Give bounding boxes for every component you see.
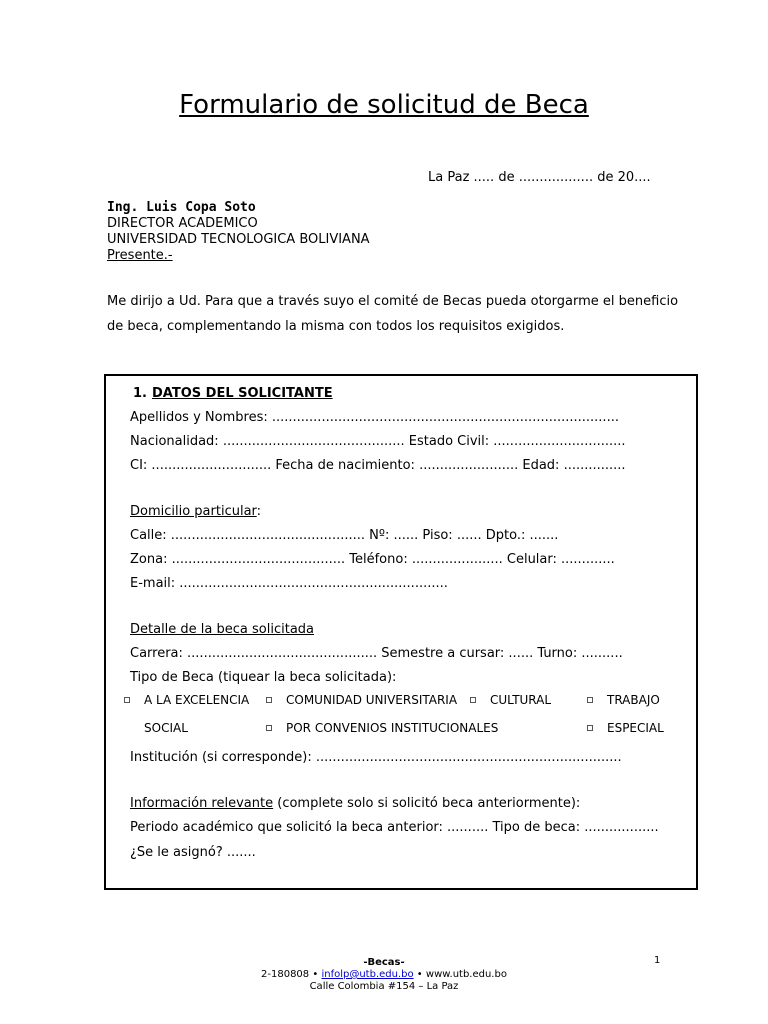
field-ci: CI: ............................. Fecha de nacimiento: ........................ Edad: ...............	[130, 458, 626, 473]
intro-line-2: de beca, complementando la misma con todos los requisitos exigidos.	[107, 319, 565, 334]
field-apellidos: Apellidos y Nombres: ....................................................................................	[130, 410, 619, 425]
option-label: POR CONVENIOS INSTITUCIONALES	[286, 721, 499, 735]
recipient-position: DIRECTOR ACADEMICO	[107, 216, 258, 231]
presente-label: Presente.-	[107, 248, 173, 263]
recipient-name: Ing. Luis Copa Soto	[107, 200, 256, 215]
option-label: CULTURAL	[490, 693, 552, 707]
field-periodo: Periodo académico que solicitó la beca anterior: .......... Tipo de beca: ..................	[130, 820, 659, 835]
checkbox-icon[interactable]	[587, 725, 593, 731]
footer-website[interactable]: www.utb.edu.bo	[425, 969, 507, 980]
section-number: 1.	[133, 386, 147, 401]
option-label: TRABAJO	[607, 693, 660, 707]
checkbox-icon[interactable]	[124, 697, 130, 703]
field-tipo-beca: Tipo de Beca (tiquear la beca solicitada):	[130, 670, 397, 685]
option-cultural[interactable]	[470, 693, 551, 707]
field-carrera: Carrera: .............................................. Semestre a cursar: ...... Turno: ..........	[130, 646, 623, 661]
option-trabajo[interactable]	[587, 693, 660, 707]
info-note: (complete solo si solicitó beca anteriormente):	[273, 796, 581, 811]
date-line: La Paz ..... de .................. de 20....	[428, 170, 651, 185]
checkbox-icon[interactable]	[587, 697, 593, 703]
field-nacionalidad: Nacionalidad: ............................................ Estado Civil: ................................	[130, 434, 626, 449]
option-especial[interactable]	[587, 721, 664, 735]
field-zona: Zona: .......................................... Teléfono: ...................... Celular: .............	[130, 552, 615, 567]
option-social[interactable]	[124, 721, 188, 735]
document-title: Formulario de solicitud de Beca	[179, 90, 589, 120]
option-label: A LA EXCELENCIA	[144, 693, 250, 707]
option-comunidad[interactable]	[266, 693, 457, 707]
bullet-icon: •	[312, 969, 319, 980]
footer-address: Calle Colombia #154 – La Paz	[309, 981, 459, 992]
domicilio-heading-text: Domicilio particular	[130, 504, 257, 519]
footer-section: -Becas-	[363, 957, 405, 968]
domicilio-colon: :	[256, 504, 262, 519]
bullet-icon: •	[416, 969, 423, 980]
footer-phone: 2-180808	[261, 969, 310, 980]
option-excelencia[interactable]	[124, 693, 249, 707]
page-number: 1	[654, 955, 661, 966]
info-heading: Información relevante	[130, 796, 274, 811]
checkbox-icon[interactable]	[266, 697, 272, 703]
section-heading: DATOS DEL SOLICITANTE	[152, 386, 333, 401]
checkbox-icon[interactable]	[470, 697, 476, 703]
domicilio-heading	[130, 504, 261, 519]
option-label: COMUNIDAD UNIVERSITARIA	[286, 693, 458, 707]
recipient-institution: UNIVERSIDAD TECNOLOGICA BOLIVIANA	[107, 232, 370, 247]
option-label: ESPECIAL	[607, 721, 664, 735]
field-calle: Calle: ............................................... Nº: ...... Piso: ...... Dpto.: .......	[130, 528, 559, 543]
option-convenios[interactable]	[266, 721, 498, 735]
checkbox-icon[interactable]	[266, 725, 272, 731]
footer-contact	[0, 969, 768, 981]
field-email: E-mail: .................................................................	[130, 576, 448, 591]
footer-email-link[interactable]: infolp@utb.edu.bo	[321, 969, 414, 980]
field-institucion: Institución (si corresponde): ..........................................................................	[130, 750, 622, 765]
field-asigno: ¿Se le asignó? .......	[130, 845, 256, 860]
option-label: SOCIAL	[144, 721, 188, 735]
info-heading-line	[130, 796, 580, 811]
detalle-heading: Detalle de la beca solicitada	[130, 622, 315, 637]
intro-line-1: Me dirijo a Ud. Para que a través suyo el comité de Becas pueda otorgarme el beneficio	[107, 294, 679, 309]
